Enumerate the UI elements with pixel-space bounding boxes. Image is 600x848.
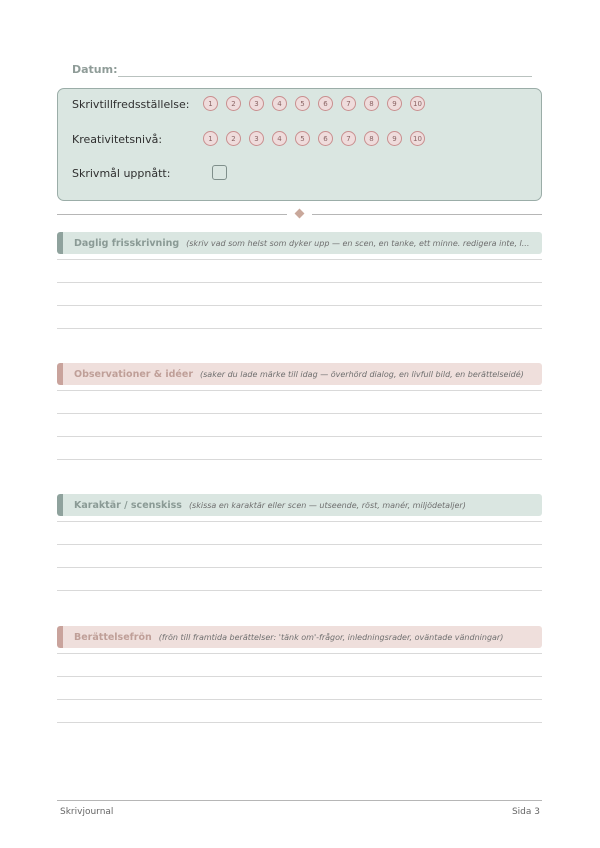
writing-line[interactable]: [57, 305, 542, 306]
section-header: [57, 494, 542, 516]
section-hint: (frön till framtida berättelser: 'tänk om'-frågor, inledningsrader, oväntade vändningar): [158, 632, 504, 642]
page-number: Sida 3: [511, 807, 540, 817]
rating-circle[interactable]: 1: [203, 131, 218, 146]
rating-circle[interactable]: 6: [318, 131, 333, 146]
writing-line[interactable]: [57, 390, 542, 391]
rating-circle[interactable]: 8: [364, 96, 379, 111]
writing-line[interactable]: [57, 459, 542, 460]
rating-circle[interactable]: 3: [249, 131, 264, 146]
ornament-divider: [57, 209, 542, 219]
section-header: [57, 232, 542, 254]
date-input-line[interactable]: [118, 76, 532, 77]
writing-line[interactable]: [57, 567, 542, 568]
rating-circle[interactable]: 4: [272, 131, 287, 146]
writing-line[interactable]: [57, 653, 542, 654]
writing-line[interactable]: [57, 590, 542, 591]
diamond-icon: [295, 209, 305, 219]
divider-line: [312, 214, 542, 215]
writing-line[interactable]: [57, 259, 542, 260]
rating-scale: [203, 96, 433, 111]
section-character-sketch: [57, 494, 542, 516]
divider-line: [57, 214, 287, 215]
section-daily-freewriting: [57, 232, 542, 254]
rating-circle[interactable]: 8: [364, 131, 379, 146]
rating-label: Skrivtillfredsställelse:: [72, 98, 190, 111]
goal-checkbox[interactable]: [212, 165, 227, 180]
rating-circle[interactable]: 10: [410, 131, 425, 146]
rating-circle[interactable]: 1: [203, 96, 218, 111]
rating-label: Kreativitetsnivå:: [72, 133, 163, 146]
rating-circle[interactable]: 3: [249, 96, 264, 111]
writing-line[interactable]: [57, 282, 542, 283]
writing-line[interactable]: [57, 413, 542, 414]
rating-box: [57, 88, 542, 201]
rating-circle[interactable]: 2: [226, 96, 241, 111]
rating-circle[interactable]: 9: [387, 131, 402, 146]
writing-line[interactable]: [57, 722, 542, 723]
rating-circle[interactable]: 10: [410, 96, 425, 111]
rating-circle[interactable]: 4: [272, 96, 287, 111]
section-title: Karaktär / scenskiss: [74, 499, 182, 511]
section-hint: (skriv vad som helst som dyker upp — en scen, en tanke, ett minne. redigera inte, l...: [186, 238, 530, 248]
date-label: Datum:: [72, 63, 118, 76]
section-header: [57, 626, 542, 648]
section-title: Daglig frisskrivning: [74, 237, 180, 249]
section-accent-bar: [57, 626, 63, 648]
section-observations: [57, 363, 542, 385]
rating-circle[interactable]: 5: [295, 96, 310, 111]
goal-label: Skrivmål uppnått:: [72, 167, 171, 180]
rating-circle[interactable]: 9: [387, 96, 402, 111]
section-title: Observationer & idéer: [74, 368, 194, 380]
rating-circle[interactable]: 2: [226, 131, 241, 146]
footer-title: Skrivjournal: [60, 807, 114, 817]
section-story-seeds: [57, 626, 542, 648]
rating-circle[interactable]: 7: [341, 131, 356, 146]
section-accent-bar: [57, 232, 63, 254]
section-accent-bar: [57, 494, 63, 516]
writing-line[interactable]: [57, 328, 542, 329]
section-hint: (skissa en karaktär eller scen — utseende, röst, manér, miljödetaljer): [188, 500, 466, 510]
rating-circle[interactable]: 6: [318, 96, 333, 111]
writing-line[interactable]: [57, 436, 542, 437]
rating-circle[interactable]: 7: [341, 96, 356, 111]
writing-line[interactable]: [57, 521, 542, 522]
writing-line[interactable]: [57, 676, 542, 677]
section-title: Berättelsefrön: [74, 631, 152, 643]
section-header: [57, 363, 542, 385]
rating-circle[interactable]: 5: [295, 131, 310, 146]
section-hint: (saker du lade märke till idag — överhörd dialog, en livfull bild, en berättelseidé): [200, 369, 524, 379]
footer-rule: [57, 800, 542, 801]
rating-scale: [203, 131, 433, 146]
writing-line[interactable]: [57, 699, 542, 700]
date-row: [72, 62, 532, 80]
writing-line[interactable]: [57, 544, 542, 545]
section-accent-bar: [57, 363, 63, 385]
